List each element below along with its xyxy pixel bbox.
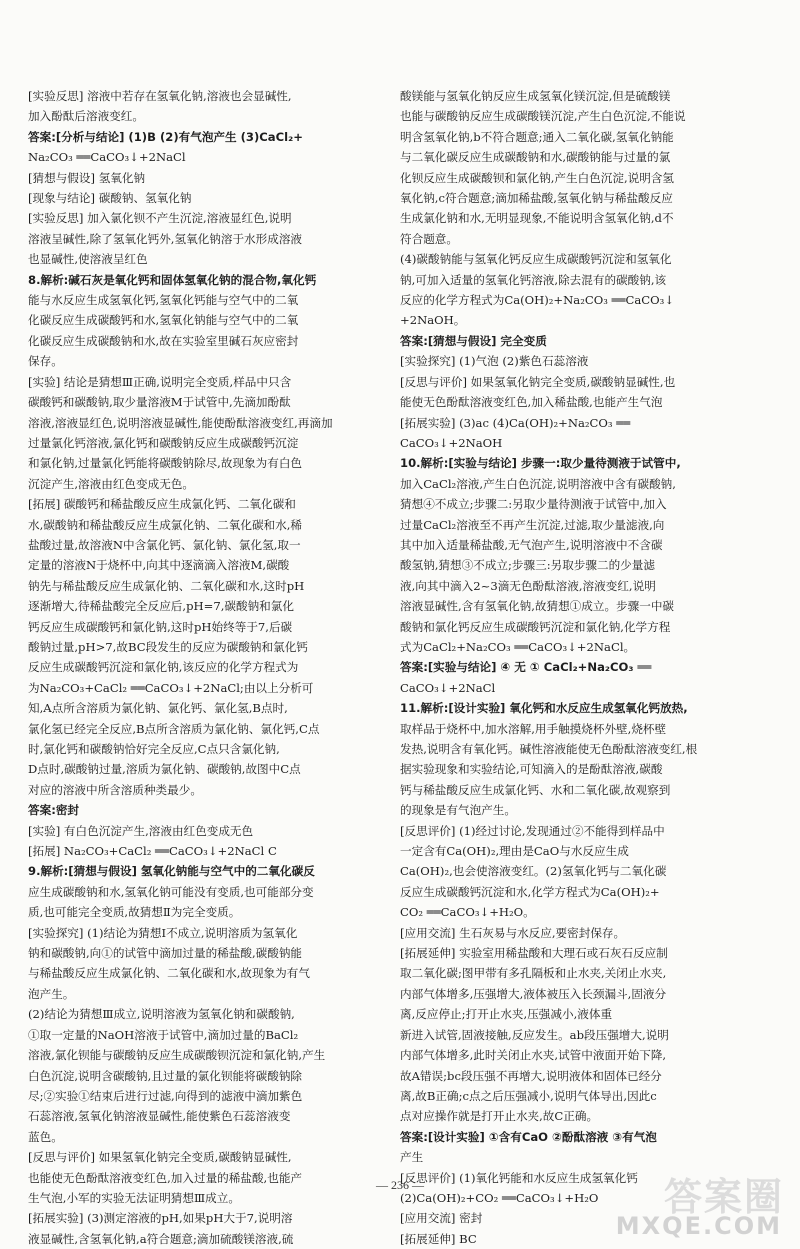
text-line: 水,碳酸钠和稀盐酸反应生成氯化钠、二氧化碳和水,稀: [28, 517, 303, 532]
text-line: 溶液,溶液显红色,说明溶液显碱性,能使酚酞溶液变红,再滴加: [28, 415, 333, 430]
text-line: 离,故B正确;c点之后压强减小,说明气体导出,因此c: [400, 1088, 657, 1103]
text-line: 10.解析:[实验与结论] 步骤一:取少量待测液于试管中,: [400, 456, 681, 471]
text-line: [应用交流] 生石灰易与水反应,要密封保存。: [400, 925, 626, 940]
text-line: 盐酸过量,故溶液N中含氯化钙、氯化钠、氯化氢,取一: [28, 537, 301, 552]
text-line: 故A错误;bc段压强不再增大,说明液体和固体已经分: [400, 1068, 662, 1083]
text-line: [实验反思] 溶液中若存在氢氧化钠,溶液也会显碱性,: [28, 89, 292, 103]
text-line: 知,A点所含溶质为氯化钠、氯化钙、氯化氢,B点时,: [28, 701, 288, 716]
text-line: CO₂ ══CaCO₃↓+H₂O。: [400, 905, 535, 920]
text-line: 也能使无色酚酞溶液变红色,加入过量的稀盐酸,也能产: [28, 1170, 303, 1185]
text-line: 9.解析:[猜想与假设] 氢氧化钠能与空气中的二氧化碳反: [28, 864, 315, 879]
text-line: 过量氯化钙溶液,氯化钙和碳酸钠反应生成碳酸钙沉淀: [28, 435, 299, 450]
text-line: 8.解析:碱石灰是氧化钙和固体氢氧化钠的混合物,氧化钙: [28, 272, 317, 287]
text-line: 离,反应停止;打开止水夹,压强减小,液体重: [400, 1007, 613, 1022]
text-line: 时,氯化钙和碳酸钠恰好完全反应,C点只含氯化钠,: [28, 742, 280, 756]
text-line: 与二氧化碳反应生成碳酸钠和水,碳酸钠能与过量的氯: [400, 150, 671, 165]
text-line: 取二氧化碳;图甲带有多孔隔板和止水夹,关闭止水夹,: [400, 966, 667, 981]
text-line: (2)结论为猜想Ⅲ成立,说明溶液为氢氧化钠和碳酸钠,: [28, 1007, 295, 1022]
text-line: 取样品于烧杯中,加水溶解,用手触摸烧杯外壁,烧杯壁: [400, 721, 667, 736]
text-line: [应用交流] 密封: [400, 1211, 483, 1226]
text-line: [实验探究] (1)结论为猜想Ⅰ不成立,说明溶质为氢氧化: [28, 925, 298, 940]
watermark-url: MXQE.COM: [615, 1212, 782, 1240]
text-line: 沉淀产生,溶液由红色变成无色。: [28, 476, 194, 491]
text-line: 答案:[分析与结论] (1)B (2)有气泡产生 (3)CaCl₂+: [28, 129, 303, 144]
text-line: [反思评价] (1)经过讨论,发现通过②不能得到样品中: [400, 823, 665, 838]
text-line: 反应生成碳酸钙沉淀和水,化学方程式为Ca(OH)₂+: [400, 884, 660, 899]
text-line: 应生成碳酸钠和水,氢氧化钠可能没有变质,也可能部分变: [28, 884, 314, 899]
text-line: [反思与评价] 如果氢氧化钠完全变质,碳酸钠显碱性,也: [400, 374, 676, 389]
text-line: 答案:密封: [28, 803, 80, 818]
text-line: 过量CaCl₂溶液至不再产生沉淀,过滤,取少量滤液,向: [400, 517, 665, 532]
text-line: 生气泡,小军的实验无法证明猜想Ⅲ成立。: [28, 1190, 240, 1205]
text-line: Ca(OH)₂,也会使溶液变红。(2)氢氧化钙与二氧化碳: [400, 864, 667, 879]
text-line: 钠,可加入适量的氢氧化钙溶液,除去混有的碳酸钠,该: [400, 272, 667, 287]
text-line: 反应生成碳酸钙沉淀和氯化钠,该反应的化学方程式为: [28, 660, 299, 675]
text-line: [实验探究] (1)气泡 (2)紫色石蕊溶液: [400, 354, 589, 369]
text-line: 质,也可能完全变质,故猜想Ⅱ为完全变质。: [28, 905, 241, 920]
text-line: 明含氢氧化钠,b不符合题意;通入二氧化碳,氢氧化钠能: [400, 129, 674, 144]
text-line: 石蕊溶液,氢氧化钠溶液显碱性,能使紫色石蕊溶液变: [28, 1109, 291, 1124]
text-line: CaCO₃↓+2NaOH: [400, 435, 503, 450]
text-line: Na₂CO₃ ══CaCO₃↓+2NaCl: [28, 150, 186, 165]
text-line: 反应的化学方程式为Ca(OH)₂+Na₂CO₃ ══CaCO₃↓: [400, 293, 675, 308]
text-line: 加入CaCl₂溶液,产生白色沉淀,说明溶液中含有碳酸钠,: [400, 476, 676, 491]
text-line: 白色沉淀,说明含碳酸钠,且过量的氯化钡能将碳酸钠除: [28, 1068, 303, 1083]
text-line: 液,向其中滴入2~3滴无色酚酞溶液,溶液变红,说明: [400, 578, 656, 593]
text-line: [现象与结论] 碳酸钠、氢氧化钠: [28, 191, 192, 206]
text-line: 的现象是有气泡产生。: [400, 803, 516, 818]
text-line: [拓展实验] (3)ac (4)Ca(OH)₂+Na₂CO₃ ══: [400, 415, 631, 430]
text-line: 溶液,氯化钡能与碳酸钠反应生成碳酸钡沉淀和氯化钠,产生: [28, 1048, 326, 1063]
text-line: [拓展延伸] 实验室用稀盐酸和大理石或石灰石反应制: [400, 946, 668, 961]
text-line: [猜想与假设] 氢氧化钠: [28, 170, 146, 185]
text-line: 新进入试管,固液接触,反应发生。ab段压强增大,说明: [400, 1027, 669, 1042]
text-line: 定量的溶液N于烧杯中,向其中逐滴滴入溶液M,碳酸: [28, 558, 290, 573]
text-line: 能使无色酚酞溶液变红色,加入稀盐酸,也能产生气泡: [400, 395, 663, 410]
text-line: 化钡反应生成碳酸钡和氯化钠,产生白色沉淀,说明含氢: [400, 170, 675, 185]
text-line: 能与水反应生成氢氧化钙,氢氧化钙能与空气中的二氧: [28, 293, 299, 308]
text-line: 保存。: [28, 354, 63, 369]
text-line: 酸钠过量,pH>7,故BC段发生的反应为碳酸钠和氯化钙: [28, 639, 308, 654]
text-line: 酸氢钠,猜想③不成立;步骤三:另取步骤二的少量滤: [400, 558, 655, 573]
text-line: (4)碳酸钠能与氢氧化钙反应生成碳酸钙沉淀和氢氧化: [400, 252, 672, 267]
right-column: [400, 86, 770, 1249]
text-line: 为Na₂CO₃+CaCl₂ ══CaCO₃↓+2NaCl;由以上分析可: [28, 680, 314, 695]
text-line: [拓展实验] (3)测定溶液的pH,如果pH大于7,说明溶: [28, 1211, 293, 1226]
watermark-main: 答案圈: [663, 1175, 784, 1219]
text-line: 答案:[设计实验] ①含有CaO ②酚酞溶液 ③有气泡: [400, 1129, 657, 1144]
text-line: 产生: [400, 1150, 424, 1165]
text-line: 氧化钠,c符合题意;滴加稀盐酸,氢氧化钠与稀盐酸反应: [400, 191, 673, 206]
text-line: 答案:[猜想与假设] 完全变质: [400, 333, 547, 348]
text-line: [反思与评价] 如果氢氧化钠完全变质,碳酸钠显碱性,: [28, 1150, 292, 1165]
text-line: 和氯化钠,过量氯化钙能将碳酸钠除尽,故现象为有白色: [28, 456, 303, 471]
text-line: [反思评价] (1)氧化钙能和水反应生成氢氧化钙: [400, 1170, 638, 1185]
text-line: 内部气体增多,此时关闭止水夹,试管中液面开始下降,: [400, 1048, 667, 1063]
text-line: [实验] 有白色沉淀产生,溶液由红色变成无色: [28, 823, 254, 838]
text-line: 加入酚酞后溶液变红。: [28, 109, 144, 124]
left-column: [28, 86, 378, 1249]
text-line: 与稀盐酸反应生成氯化钠、二氧化碳和水,故现象为有气: [28, 966, 310, 981]
text-line: [拓展延伸] BC: [400, 1231, 477, 1246]
text-line: 钠先与稀盐酸反应生成氯化钠、二氧化碳和水,这时pH: [28, 578, 305, 593]
text-line: 蓝色。: [28, 1129, 63, 1144]
text-line: 钠和碳酸钠,向①的试管中滴加过量的稀盐酸,碳酸钠能: [28, 946, 303, 961]
text-line: 11.解析:[设计实验] 氧化钙和水反应生成氢氧化钙放热,: [400, 701, 688, 716]
text-line: 其中加入适量稀盐酸,无气泡产生,说明溶液中不含碳: [400, 537, 663, 552]
watermark-logo: [614, 1166, 786, 1242]
text-line: [实验] 结论是猜想Ⅲ正确,说明完全变质,样品中只含: [28, 374, 292, 389]
text-line: 化碳反应生成碳酸钙和水,氢氧化钠能与空气中的二氧: [28, 313, 299, 328]
text-line: 氯化氢已经完全反应,B点所含溶质为氯化钠、氯化钙,C点: [28, 721, 320, 736]
page-number: — 236 —: [376, 1178, 424, 1192]
text-line: 泡产生。: [28, 986, 75, 1001]
text-line: 碳酸钙和碳酸钠,取少量溶液M于试管中,先滴加酚酞: [28, 395, 291, 410]
text-line: (2)Ca(OH)₂+CO₂ ══CaCO₃↓+H₂O: [400, 1190, 599, 1205]
text-line: 答案:[实验与结论] ④ 无 ① CaCl₂+Na₂CO₃ ══: [400, 660, 652, 675]
text-line: 尽;②实验①结束后进行过滤,向得到的滤液中滴加紫色: [28, 1088, 303, 1103]
text-line: 也显碱性,使溶液呈红色: [28, 252, 148, 267]
text-line: 内部气体增多,压强增大,液体被压入长颈漏斗,固液分: [400, 986, 667, 1001]
text-line: 生成氯化钠和水,无明显现象,不能说明含氢氧化钠,d不: [400, 211, 674, 226]
text-line: 化碳反应生成碳酸钠和水,故在实验室里碱石灰应密封: [28, 333, 299, 348]
text-line: 也能与碳酸钠反应生成碳酸镁沉淀,产生白色沉淀,不能说: [400, 109, 686, 124]
text-line: 酸钠和氯化钙反应生成碳酸钙沉淀和氯化钠,化学方程: [400, 619, 671, 634]
text-line: 钙反应生成碳酸钙和氯化钠,这时pH始终等于7,后碳: [28, 619, 293, 634]
text-line: 猜想④不成立;步骤二:另取少量待测液于试管中,加入: [400, 497, 667, 512]
text-line: [实验反思] 加入氯化钡不产生沉淀,溶液显红色,说明: [28, 211, 292, 226]
text-line: 钙与稀盐酸反应生成氯化钙、水和二氧化碳,故观察到: [400, 782, 671, 797]
text-line: 逐渐增大,待稀盐酸完全反应后,pH=7,碳酸钠和氯化: [28, 599, 294, 614]
text-line: 对应的溶液中所含溶质种类最少。: [28, 782, 202, 797]
text-line: CaCO₃↓+2NaCl: [400, 680, 496, 695]
text-line: 一定含有Ca(OH)₂,理由是CaO与水反应生成: [400, 844, 629, 859]
text-line: 点对应操作就是打开止水夹,故C正确。: [400, 1109, 599, 1124]
text-line: 符合题意。: [400, 231, 458, 246]
text-line: 液显碱性,含氢氧化钠,a符合题意;滴加硫酸镁溶液,硫: [28, 1231, 294, 1246]
text-line: D点时,碳酸钠过量,溶质为氯化钠、碳酸钠,故图中C点: [28, 762, 301, 777]
text-line: 酸镁能与氢氧化钠反应生成氢氧化镁沉淀,但是硫酸镁: [400, 89, 671, 103]
text-line: ①取一定量的NaOH溶液于试管中,滴加过量的BaCl₂: [28, 1027, 299, 1042]
text-line: 溶液显碱性,含有氢氧化钠,故猜想①成立。步骤一中碳: [400, 599, 675, 614]
text-line: 溶液呈碱性,除了氢氧化钙外,氢氧化钠溶于水形成溶液: [28, 231, 303, 246]
text-line: 式为CaCl₂+Na₂CO₃ ══CaCO₃↓+2NaCl。: [400, 639, 636, 654]
text-line: 据实验现象和实验结论,可知滴入的是酚酞溶液,碳酸: [400, 762, 663, 777]
text-line: [拓展] 碳酸钙和稀盐酸反应生成氯化钙、二氧化碳和: [28, 497, 296, 512]
text-line: +2NaOH。: [400, 313, 466, 328]
text-line: 发热,说明含有氧化钙。碱性溶液能使无色酚酞溶液变红,根: [400, 742, 698, 756]
text-line: [拓展] Na₂CO₃+CaCl₂ ══CaCO₃↓+2NaCl C: [28, 844, 277, 859]
